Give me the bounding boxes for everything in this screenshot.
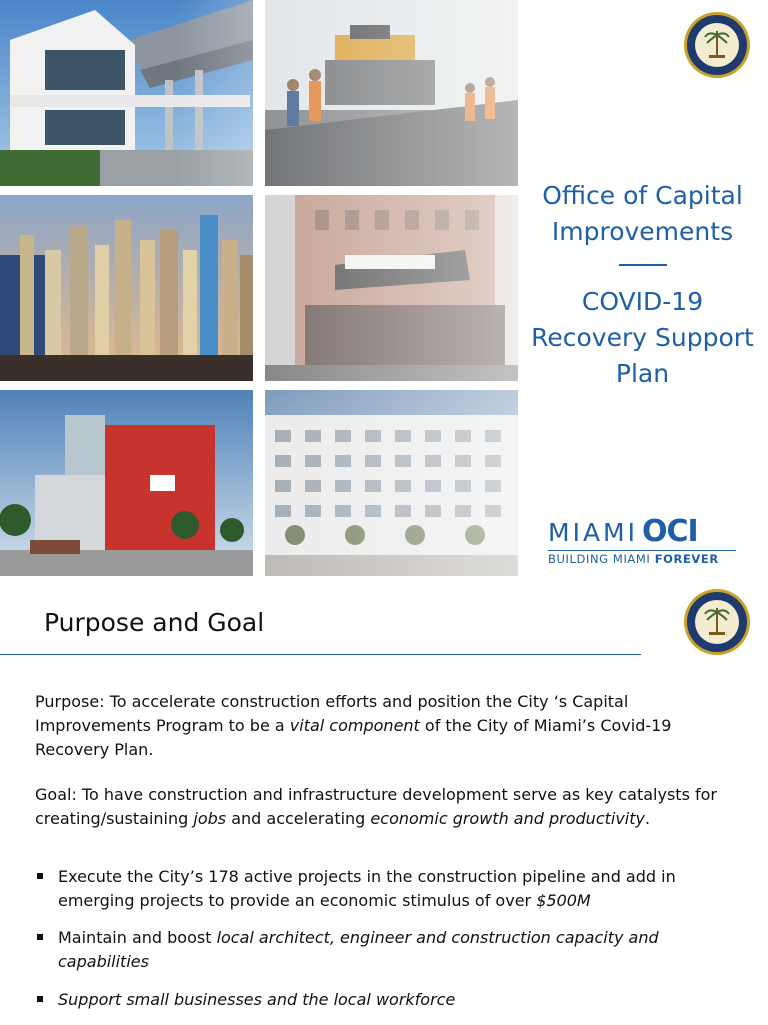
bullet-1-emphasis: $500M	[536, 891, 591, 910]
fire-station-rendering	[0, 390, 253, 576]
bullet-marker	[37, 873, 43, 879]
goal-text-end: .	[644, 809, 651, 828]
bullet-marker	[37, 996, 43, 1002]
logo-oci-text: OCI	[642, 514, 698, 549]
modern-building-photo	[0, 0, 253, 186]
subtitle-line-3: Plan	[615, 359, 670, 388]
section-divider	[0, 654, 641, 655]
title-divider	[619, 264, 667, 266]
bullet-3-emphasis: Support small businesses and the local workforce	[58, 990, 456, 1009]
logo-miami-text: MIAMI	[548, 518, 638, 547]
goal-paragraph	[35, 783, 725, 831]
goal-text-mid: and accelerating	[226, 809, 371, 828]
list-item	[35, 926, 725, 974]
miami-oci-logo	[548, 516, 738, 566]
title-line-1: Office of Capital	[542, 181, 743, 210]
subtitle-line-2: Recovery Support	[531, 323, 754, 352]
purpose-text-end: of the City of Miami’s Covid-19 Recovery Plan.	[35, 716, 672, 759]
subtitle-line-1: COVID-19	[581, 287, 704, 316]
purpose-emphasis: vital component	[289, 716, 420, 735]
title-block	[520, 178, 765, 392]
bullet-2-emphasis: local architect, engineer and construction capacity and capabilities	[58, 928, 659, 971]
goal-text: Goal: To have construction and infrastructure development serve as key catalysts for creating/sustaining	[35, 785, 717, 828]
logo-tagline-left: BUILDING MIAMI	[548, 552, 651, 566]
purpose-text: Purpose: To accelerate construction efforts and position the City ‘s Capital Improvements Program to be a	[35, 692, 629, 735]
goal-emphasis-economic: economic growth and productivity	[370, 809, 645, 828]
olympia-theater-photo	[265, 195, 518, 381]
city-skyline-photo	[0, 195, 253, 381]
logo-tagline-right: FOREVER	[654, 552, 719, 566]
list-item	[35, 988, 725, 1012]
city-of-miami-seal-bottom	[683, 588, 751, 656]
bullet-2-text: Maintain and boost	[58, 928, 217, 947]
title-line-2: Improvements	[551, 217, 734, 246]
bullet-1-text: Execute the City’s 178 active projects in the construction pipeline and add in emerging projects to provide an economic stimulus of over	[58, 867, 676, 910]
purpose-paragraph	[35, 690, 725, 762]
bullet-marker	[37, 934, 43, 940]
list-item	[35, 865, 725, 913]
section-title: Purpose and Goal	[44, 608, 265, 637]
city-of-miami-seal-top	[683, 11, 751, 79]
goal-bullet-list	[35, 865, 725, 1025]
logo-tagline	[548, 551, 738, 567]
goal-emphasis-jobs: jobs	[193, 809, 227, 828]
apartment-building-rendering	[265, 390, 518, 576]
road-paving-crew-photo	[265, 0, 518, 186]
